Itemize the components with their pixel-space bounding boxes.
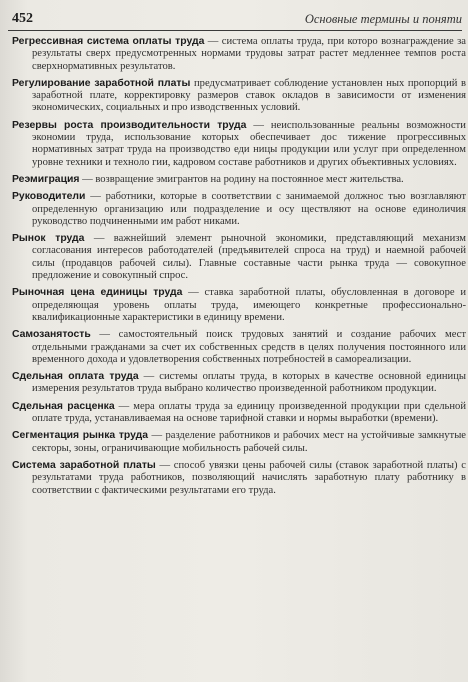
glossary-term: Рынок труда xyxy=(12,233,85,245)
glossary-definition: — важнейший элемент рыночной экономики, представляющий механизм согласования интересов работодателей (предъявителей спроса на труд) и наемной рабочей силы (продавцов рабочей силы). Главные составные части рынка труда — совокупное предложение и совокупный спрос. xyxy=(32,233,466,282)
glossary-entry xyxy=(12,78,466,115)
glossary-content xyxy=(12,36,466,502)
glossary-entry xyxy=(12,233,466,282)
glossary-entry xyxy=(12,430,466,455)
glossary-term: Руководители xyxy=(12,191,86,203)
glossary-definition: — система оплаты труда, при которо вознаграждение за результаты сверх предусмотренных нормами трудовы затрат растет медленнее темпов роста сверхнормативных результатов. xyxy=(32,36,466,72)
glossary-definition: — работники, которые в соответствии с занимаемой должнос тью возглавляют определенную организацию или подразделение и осу ществляют на основе единоличия руководство подчиненными им работ никами. xyxy=(32,191,466,227)
glossary-term: Сдельная расценка xyxy=(12,400,115,412)
glossary-definition: — системы оплаты труда, в которых в качестве основной единицы измерения результатов труда выбрано количество произведенной работником продукции. xyxy=(32,371,467,395)
glossary-term: Система заработной платы xyxy=(12,459,156,471)
glossary-definition: — способ увязки цены рабочей силы (ставок заработной платы) с результатами труда работников, позволяющий начислять заработную плату работнику в соответствии с фактическими результатами его труда. xyxy=(32,459,466,496)
glossary-entry xyxy=(12,36,466,73)
glossary-entry xyxy=(12,174,466,186)
glossary-entry xyxy=(12,460,466,497)
glossary-entry xyxy=(12,371,466,396)
glossary-definition: предусматривает соблюдение установлен ных пропорций в заработной плате, корректировку размеров ставок окладов в зависимости от изменения экономических, социальных и про изводственных условий. xyxy=(32,77,466,114)
glossary-definition: — разделение работников и рабочих мест на устойчивые замкнутые секторы, зоны, ограничивающие мобильность рабочей силы. xyxy=(32,430,467,454)
glossary-term: Рыночная цена единицы труда xyxy=(12,287,183,299)
glossary-term: Сегментация рынка труда xyxy=(12,430,149,442)
glossary-entry xyxy=(12,329,466,366)
glossary-term: Резервы роста производительности труда xyxy=(12,119,247,131)
running-title: Основные термины и поняти xyxy=(304,12,462,26)
glossary-definition: — самостоятельный поиск трудовых занятий и создание рабочих мест отдельными гражданами за счет их собственных средств в целях получения постоянного или временного дохода и удовлетворения собственных потребностей в самореализации. xyxy=(32,329,466,365)
glossary-entry xyxy=(12,120,466,169)
glossary-entry xyxy=(12,401,466,426)
page-header xyxy=(8,8,462,31)
glossary-term: Регрессивная система оплаты труда xyxy=(12,36,205,47)
glossary-definition: — возвращение эмигрантов на родину на постоянное мест жительства. xyxy=(79,173,404,185)
glossary-definition: — неиспользованные реальны возможности экономии труда, использование которых обеспечивает дос тижение прогрессивных нормативных затрат труда на производство еди ницы продукции или услуг при определенном уровне техники и техноло гии, кадровом составе работников и других объективных условиях. xyxy=(32,119,466,168)
glossary-definition: — ставка заработной платы, обусловленная в договоре и определяющая уровень оплаты труда, имеющего конкретные профессионально-квалификационные характеристики в единицу времени. xyxy=(32,287,466,323)
glossary-term: Сдельная оплата труда xyxy=(12,371,139,383)
glossary-term: Реэмиграция xyxy=(12,173,80,185)
glossary-entry xyxy=(12,287,466,324)
page-number: 452 xyxy=(12,11,33,26)
glossary-term: Регулирование заработной платы xyxy=(12,77,191,89)
glossary-term: Самозанятость xyxy=(12,329,91,341)
glossary-entry xyxy=(12,191,466,228)
glossary-definition: — мера оплаты труда за единицу произведенной продукции при сдельной оплате труда, устанавливаемая на основе тарифной ставки и нормы выработки (времени). xyxy=(32,400,467,425)
